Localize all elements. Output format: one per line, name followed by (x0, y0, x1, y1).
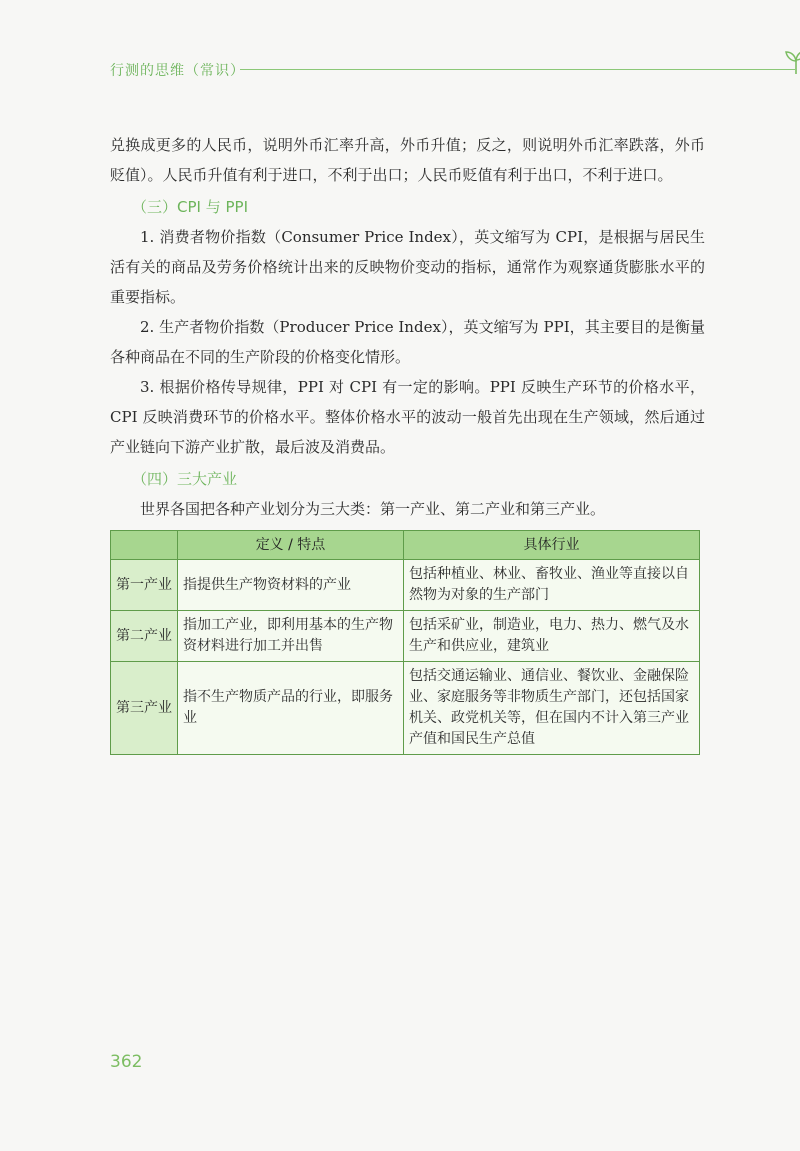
paragraph-price-transmission: 3. 根据价格传导规律，PPI 对 CPI 有一定的影响。PPI 反映生产环节的价格水平，CPI 反映消费环节的价格水平。整体价格水平的波动一般首先出现在生产领域，然后通过产业链向下游产业扩散，最后波及消费品。 (110, 378, 705, 456)
row-definition: 指提供生产物资材料的产业 (178, 560, 404, 611)
paragraph-cpi: 1. 消费者物价指数（Consumer Price Index），英文缩写为 CPI，是根据与居民生活有关的商品及劳务价格统计出来的反映物价变动的指标，通常作为观察通货膨胀水平的重要指标。 (110, 228, 705, 306)
table-row (111, 662, 700, 755)
row-category: 第二产业 (111, 611, 178, 662)
paragraph-exchange-rate: 兑换成更多的人民币，说明外币汇率升高，外币升值；反之，则说明外币汇率跌落，外币贬值）。人民币升值有利于进口，不利于出口；人民币贬值有利于出口，不利于进口。 (110, 136, 705, 184)
row-definition: 指加工产业，即利用基本的生产物资材料进行加工并出售 (178, 611, 404, 662)
row-industries: 包括种植业、林业、畜牧业、渔业等直接以自然物为对象的生产部门 (404, 560, 700, 611)
table-header-row (111, 531, 700, 560)
header-divider (240, 69, 795, 70)
paragraph-industries-intro: 世界各国把各种产业划分为三大类：第一产业、第二产业和第三产业。 (140, 500, 606, 518)
table-header-empty (111, 531, 178, 560)
section-title-three-industries: （四）三大产业 (132, 470, 238, 488)
row-category: 第三产业 (111, 662, 178, 755)
row-definition: 指不生产物质产品的行业，即服务业 (178, 662, 404, 755)
header-title: 行测的思维（常识） (110, 63, 245, 79)
table-header-industries: 具体行业 (404, 531, 700, 560)
page-content (110, 130, 705, 755)
table-row (111, 560, 700, 611)
section-title-cpi-ppi: （三）CPI 与 PPI (132, 198, 248, 216)
page-number: 362 (110, 1052, 143, 1072)
running-header (110, 58, 710, 82)
row-category: 第一产业 (111, 560, 178, 611)
row-industries: 包括交通运输业、通信业、餐饮业、金融保险业、家庭服务等非物质生产部门，还包括国家机关、政党机关等，但在国内不计入第三产业产值和国民生产总值 (404, 662, 700, 755)
industries-table (110, 530, 700, 755)
sprout-icon (782, 48, 800, 80)
row-industries: 包括采矿业，制造业，电力、热力、燃气及水生产和供应业，建筑业 (404, 611, 700, 662)
table-row (111, 611, 700, 662)
paragraph-ppi: 2. 生产者物价指数（Producer Price Index），英文缩写为 PPI，其主要目的是衡量各种商品在不同的生产阶段的价格变化情形。 (110, 318, 705, 366)
table-header-definition: 定义 / 特点 (178, 531, 404, 560)
